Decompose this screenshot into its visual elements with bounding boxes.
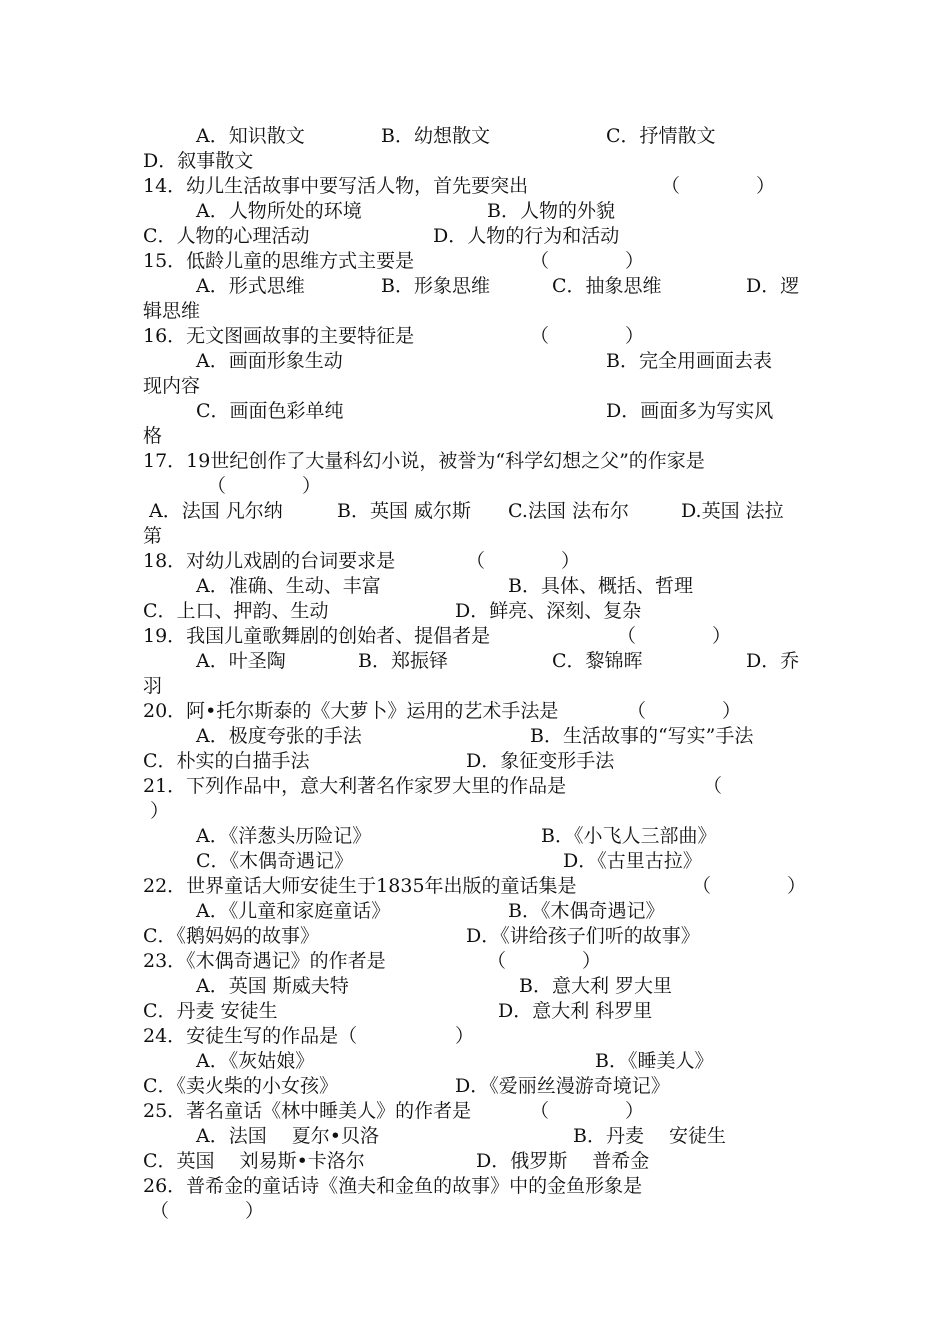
text-line [0,1074,670,1099]
question-text: 23．《木偶奇遇记》的作者是 [143,950,386,972]
answer-blank-cont: ） [150,800,170,822]
question-text: 22．世界童话大师安徒生于1835年出版的童话集是 [143,875,577,897]
option-d: D．乔 [746,650,800,672]
answer-blank: （ ） [207,475,322,497]
text-line [0,1149,650,1174]
option-b: B．《小飞人三部曲》 [541,825,717,847]
answer-blank: ） [455,1025,475,1047]
text-line [0,999,653,1024]
answer-blank: （ ） [661,175,776,197]
option-d: D．《讲给孩子们听的故事》 [466,925,700,947]
option-d: D．意大利 科罗里 [498,1000,653,1022]
answer-blank: （ ） [466,550,581,572]
question-text: 15．低龄儿童的思维方式主要是 [143,250,415,272]
text-line [0,574,693,599]
text-line [0,424,163,449]
text-line [0,499,784,524]
option-a: A．《洋葱头历险记》 [196,825,372,847]
question-text: 21．下列作品中，意大利著名作家罗大里的作品是 [143,775,567,797]
answer-blank: （ ） [487,950,602,972]
text-line [0,374,201,399]
question-line [0,1099,645,1124]
option-c: C．丹麦 安徒生 [143,1000,278,1022]
text-line [0,124,716,149]
option-b: B．丹麦 安徒生 [573,1125,727,1147]
option-a: A．法国 夏尔•贝洛 [196,1125,379,1147]
question-text: 18．对幼儿戏剧的台词要求是 [143,550,396,572]
option-c: C．英国 刘易斯•卡洛尔 [143,1150,365,1172]
text-line [0,1124,727,1149]
question-line [0,474,322,499]
question-line [0,874,807,899]
option-a: A．叶圣陶 [196,650,286,672]
question-text: 20．阿•托尔斯泰的《大萝卜》运用的艺术手法是 [143,700,559,722]
option-c: C．黎锦晖 [552,650,643,672]
option-b: B．英国 威尔斯 [337,500,472,522]
question-text: 24．安徒生写的作品是（ [143,1025,358,1047]
question-text: 25．著名童话《林中睡美人》的作者是 [143,1100,472,1122]
option-b: B．人物的外貌 [487,200,615,222]
text-line [0,749,615,774]
answer-blank: （ ） [617,625,732,647]
option-d: D．叙事散文 [143,150,254,172]
text-line [0,849,702,874]
question-line [0,624,732,649]
option-a: A．准确、生动、丰富 [196,575,381,597]
text-line [0,924,700,949]
question-line [0,1024,475,1049]
question-line [0,549,581,574]
option-c: C．朴实的白描手法 [143,750,310,772]
option-b: B．生活故事的“写实”手法 [530,725,754,747]
text-line [0,599,642,624]
question-line [0,249,645,274]
answer-blank: （ ） [530,1100,645,1122]
option-c: C．人物的心理活动 [143,225,310,247]
answer-blank: （ ） [692,875,807,897]
answer-blank: （ ） [530,325,645,347]
option-b: B．具体、概括、哲理 [508,575,693,597]
question-text: 17．19世纪创作了大量科幻小说，被誉为“科学幻想之父”的作家是 [143,450,705,472]
option-b: B．完全用画面去表 [606,350,772,372]
option-d: D．象征变形手法 [466,750,615,772]
text-line [0,974,673,999]
option-b: B．形象思维 [381,275,490,297]
answer-blank: （ [703,775,723,797]
option-d: D．俄罗斯 普希金 [476,1150,650,1172]
text-line [0,1049,714,1074]
option-d-cont: 格 [143,425,163,447]
text-line [0,824,717,849]
question-text: 26．普希金的童话诗《渔夫和金鱼的故事》中的金鱼形象是 [143,1175,643,1197]
option-b: B．《睡美人》 [595,1050,714,1072]
option-a: A．法国 凡尔纳 [149,500,283,522]
option-c: C．上口、押韵、生动 [143,600,329,622]
option-b: B．《木偶奇遇记》 [508,900,665,922]
text-line [0,199,615,224]
option-c: C．抽象思维 [552,275,662,297]
question-text: 19．我国儿童歌舞剧的创始者、提倡者是 [143,625,491,647]
question-line [0,324,645,349]
option-d: D．逻 [746,275,800,297]
text-line [0,149,254,174]
option-d: D.英国 法拉 [681,500,784,522]
option-c: C．《卖火柴的小女孩》 [143,1075,339,1097]
option-b: B．郑振铎 [358,650,448,672]
question-line [0,174,776,199]
option-d: D．人物的行为和活动 [433,225,620,247]
option-d: D．《古里古拉》 [563,850,702,872]
question-text: 16．无文图画故事的主要特征是 [143,325,415,347]
option-d: D．画面多为写实风 [606,400,774,422]
text-line [0,524,163,549]
option-a: A．形式思维 [196,275,305,297]
answer-blank: （ ） [150,1200,265,1222]
answer-blank: （ ） [627,700,742,722]
option-c: C.法国 法布尔 [508,500,629,522]
option-a: A．英国 斯威夫特 [196,975,349,997]
option-a: A．极度夸张的手法 [196,725,362,747]
option-c: C．抒情散文 [606,125,716,147]
question-line [0,774,723,799]
option-b: B．意大利 罗大里 [519,975,673,997]
text-line [0,724,754,749]
option-d: D．《爱丽丝漫游奇境记》 [455,1075,670,1097]
question-line [0,799,170,824]
option-a: A．人物所处的环境 [196,200,362,222]
option-c: C．画面色彩单纯 [196,400,344,422]
option-b: B．幼想散文 [381,125,490,147]
option-a: A．画面形象生动 [196,350,343,372]
option-c: C．《木偶奇遇记》 [196,850,354,872]
answer-blank: （ ） [530,250,645,272]
question-text: 14．幼儿生活故事中要写活人物，首先要突出 [143,175,529,197]
question-line [0,449,705,474]
text-line [0,649,800,674]
question-line [0,1199,265,1224]
text-line [0,274,800,299]
option-a: A．《儿童和家庭童话》 [196,900,391,922]
text-line [0,224,620,249]
option-d: D．鲜亮、深刻、复杂 [455,600,642,622]
option-a: A．《灰姑娘》 [196,1050,315,1072]
text-line [0,674,163,699]
question-line [0,1174,643,1199]
question-line [0,699,742,724]
option-b-cont: 现内容 [143,375,201,397]
question-line [0,949,602,974]
text-line [0,299,201,324]
text-line [0,349,772,374]
option-d-cont: 辑思维 [143,300,201,322]
option-d-cont: 第 [143,525,163,547]
option-c: C．《鹅妈妈的故事》 [143,925,320,947]
option-a: A．知识散文 [196,125,305,147]
text-line [0,899,665,924]
text-line [0,399,774,424]
option-d-cont: 羽 [143,675,163,697]
